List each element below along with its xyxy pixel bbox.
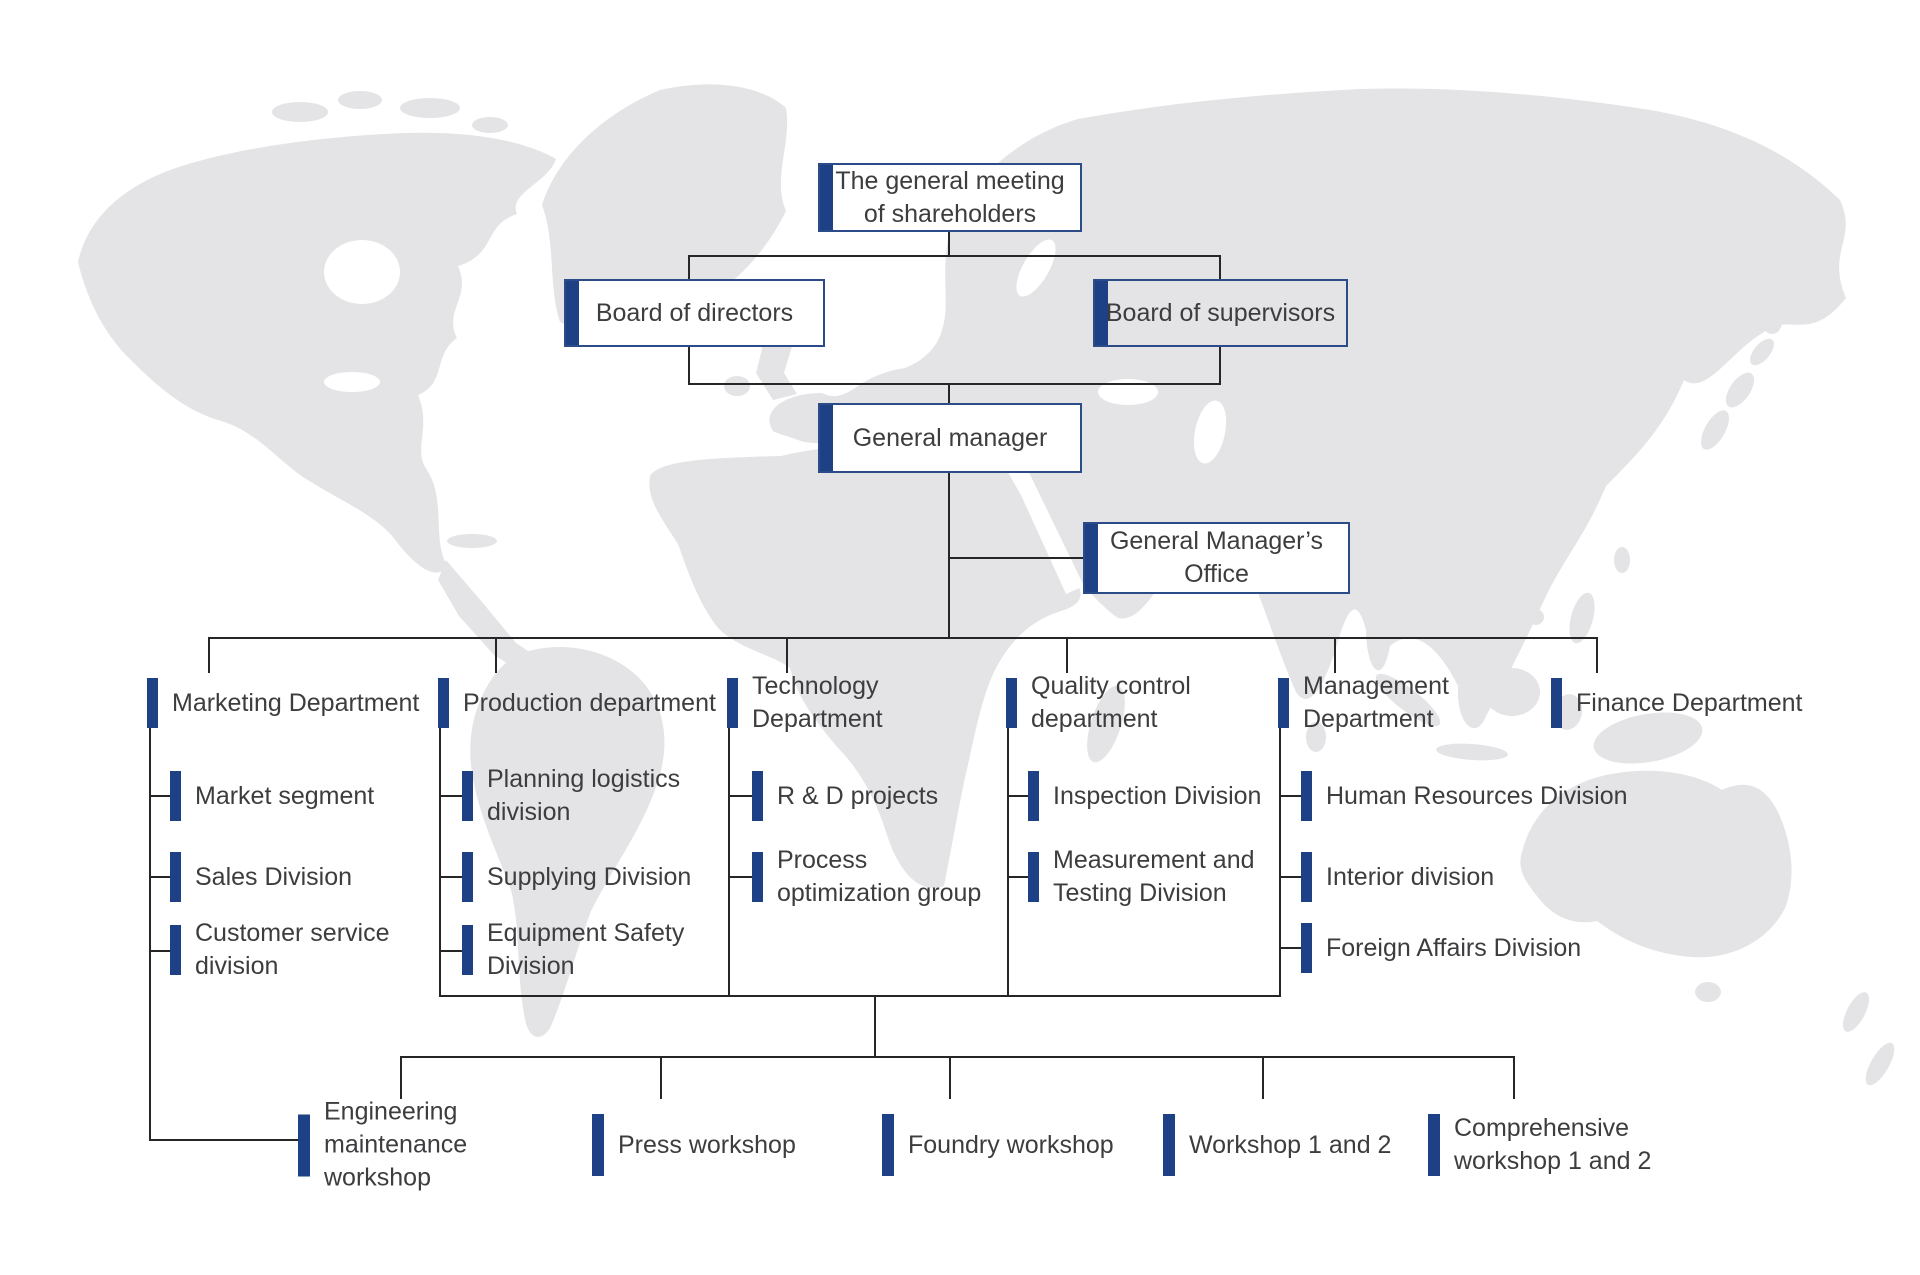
dept-header-marketing: [147, 678, 419, 728]
accent-bar: [1301, 771, 1312, 821]
dept-header-label: Quality control department: [1031, 672, 1191, 733]
connector-line: [208, 637, 210, 673]
dept-header-production: [438, 678, 716, 728]
connector-line: [1007, 876, 1029, 878]
dept-item-sales-division: [170, 852, 352, 902]
workshop-item-label: Foundry workshop: [908, 1130, 1114, 1159]
workshop-item-press: [592, 1114, 796, 1176]
connector-line: [1007, 795, 1029, 797]
org-box-board-of-supervisors: [1093, 279, 1348, 347]
connector-line: [688, 255, 690, 281]
dept-item-label: R & D projects: [777, 781, 939, 810]
accent-bar: [752, 852, 763, 902]
workshop-item-label: Workshop 1 and 2: [1189, 1130, 1392, 1159]
dept-header-label: Technology Department: [752, 672, 883, 733]
landmass-africa: [649, 444, 1080, 888]
dept-item-market-segment: [170, 771, 374, 821]
dept-item-label: Inspection Division: [1053, 781, 1262, 810]
org-box-label: General manager: [852, 423, 1048, 452]
connector-line: [660, 1056, 662, 1099]
workshop-item-workshop-1-and-2: [1163, 1114, 1391, 1176]
connector-line: [688, 347, 690, 385]
connector-line: [209, 637, 1598, 639]
workshop-item-label: Press workshop: [618, 1130, 796, 1159]
dept-item-label: Equipment Safety Division: [487, 919, 685, 980]
accent-bar: [727, 678, 738, 728]
accent-bar: [298, 1114, 310, 1176]
accent-bar: [1163, 1114, 1175, 1176]
accent-bar: [1278, 678, 1289, 728]
connector-line: [439, 728, 441, 997]
accent-bar: [170, 852, 181, 902]
org-box-label: Board of directors: [595, 298, 794, 327]
connector-line: [1279, 728, 1281, 997]
accent-bar: [462, 771, 473, 821]
accent-bar: [882, 1114, 894, 1176]
dept-item-label: Interior division: [1326, 862, 1495, 891]
org-box-general-managers-office: [1083, 522, 1350, 594]
dept-header-label: Finance Department: [1576, 688, 1803, 717]
dept-item-process-optimization-group: [752, 844, 1007, 910]
dept-header-technology: [727, 670, 922, 736]
connector-line: [874, 995, 876, 1058]
dept-item-label: Supplying Division: [487, 862, 692, 891]
accent-bar: [1301, 852, 1312, 902]
connector-line: [728, 876, 753, 878]
org-box-shareholders: [818, 163, 1082, 232]
dept-item-label: Customer service division: [195, 919, 390, 980]
connector-line: [401, 1056, 1515, 1058]
accent-bar: [1028, 852, 1039, 902]
workshop-item-label: Engineering maintenance workshop: [324, 1097, 468, 1192]
connector-line: [495, 637, 497, 673]
workshop-item-label: Comprehensive workshop 1 and 2: [1454, 1114, 1652, 1175]
dept-item-inspection-division: [1028, 771, 1261, 821]
connector-line: [949, 1056, 951, 1099]
dept-item-label: Measurement and Testing Division: [1053, 846, 1255, 907]
connector-line: [439, 795, 463, 797]
connector-line: [439, 876, 463, 878]
connector-line: [439, 950, 463, 952]
dept-item-measurement-testing-division: [1028, 844, 1263, 910]
dept-item-label: Human Resources Division: [1326, 781, 1628, 810]
dept-item-human-resources-division: [1301, 771, 1628, 821]
landmass-north-america: [78, 133, 556, 573]
accent-bar: [1301, 923, 1312, 973]
connector-line: [1334, 637, 1336, 673]
org-box-board-of-directors: [564, 279, 825, 347]
connector-line: [149, 795, 171, 797]
dept-item-rd-projects: [752, 771, 938, 821]
connector-line: [149, 728, 151, 1141]
dept-header-quality-control: [1006, 670, 1211, 736]
connector-line: [149, 950, 171, 952]
connector-line: [1007, 728, 1009, 997]
connector-line: [948, 232, 950, 257]
accent-bar: [752, 771, 763, 821]
connector-line: [1596, 637, 1598, 673]
dept-item-label: Planning logistics division: [487, 765, 681, 826]
connector-line: [728, 795, 753, 797]
dept-item-equipment-safety-division: [462, 917, 697, 983]
dept-item-label: Market segment: [195, 781, 375, 810]
dept-item-supplying-division: [462, 852, 691, 902]
connector-line: [689, 383, 1221, 385]
dept-item-customer-service-division: [170, 917, 395, 983]
dept-header-management: [1278, 670, 1473, 736]
connector-line: [786, 637, 788, 673]
connector-line: [1219, 347, 1221, 385]
accent-bar: [170, 925, 181, 975]
accent-bar: [462, 925, 473, 975]
dept-item-label: Process optimization group: [777, 846, 982, 907]
connector-line: [400, 1056, 402, 1099]
workshop-item-foundry: [882, 1114, 1114, 1176]
dept-header-label: Management Department: [1303, 672, 1449, 733]
org-box-label: The general meeting of shareholders: [835, 166, 1065, 228]
workshop-item-engineering-maintenance: [298, 1096, 579, 1195]
connector-line: [1513, 1056, 1515, 1099]
dept-header-label: Production department: [463, 688, 716, 717]
connector-line: [439, 995, 1281, 997]
dept-item-planning-logistics-division: [462, 763, 707, 829]
dept-header-label: Marketing Department: [172, 688, 420, 717]
connector-line: [1262, 1056, 1264, 1099]
connector-line: [1279, 947, 1302, 949]
connector-line: [1279, 876, 1302, 878]
accent-bar: [147, 678, 158, 728]
accent-bar: [1006, 678, 1017, 728]
dept-item-foreign-affairs-division: [1301, 923, 1581, 973]
connector-line: [149, 1139, 298, 1141]
accent-bar: [1428, 1114, 1440, 1176]
accent-bar: [1028, 771, 1039, 821]
accent-bar: [462, 852, 473, 902]
dept-item-label: Foreign Affairs Division: [1326, 933, 1582, 962]
connector-line: [948, 383, 950, 405]
accent-bar: [1551, 678, 1562, 728]
connector-line: [728, 728, 730, 997]
connector-line: [689, 255, 1221, 257]
org-box-label: Board of supervisors: [1105, 298, 1336, 327]
workshop-item-comprehensive-1-and-2: [1428, 1112, 1674, 1178]
dept-header-finance: [1551, 678, 1803, 728]
connector-line: [949, 557, 1083, 559]
connector-line: [1279, 795, 1302, 797]
connector-line: [1066, 637, 1068, 673]
connector-line: [1219, 255, 1221, 281]
org-box-label: General Manager’s Office: [1109, 527, 1324, 588]
connector-line: [149, 876, 171, 878]
dept-item-interior-division: [1301, 852, 1494, 902]
accent-bar: [170, 771, 181, 821]
accent-bar: [438, 678, 449, 728]
connector-line: [948, 473, 950, 639]
org-box-general-manager: [818, 403, 1082, 473]
dept-item-label: Sales Division: [195, 862, 353, 891]
accent-bar: [592, 1114, 604, 1176]
